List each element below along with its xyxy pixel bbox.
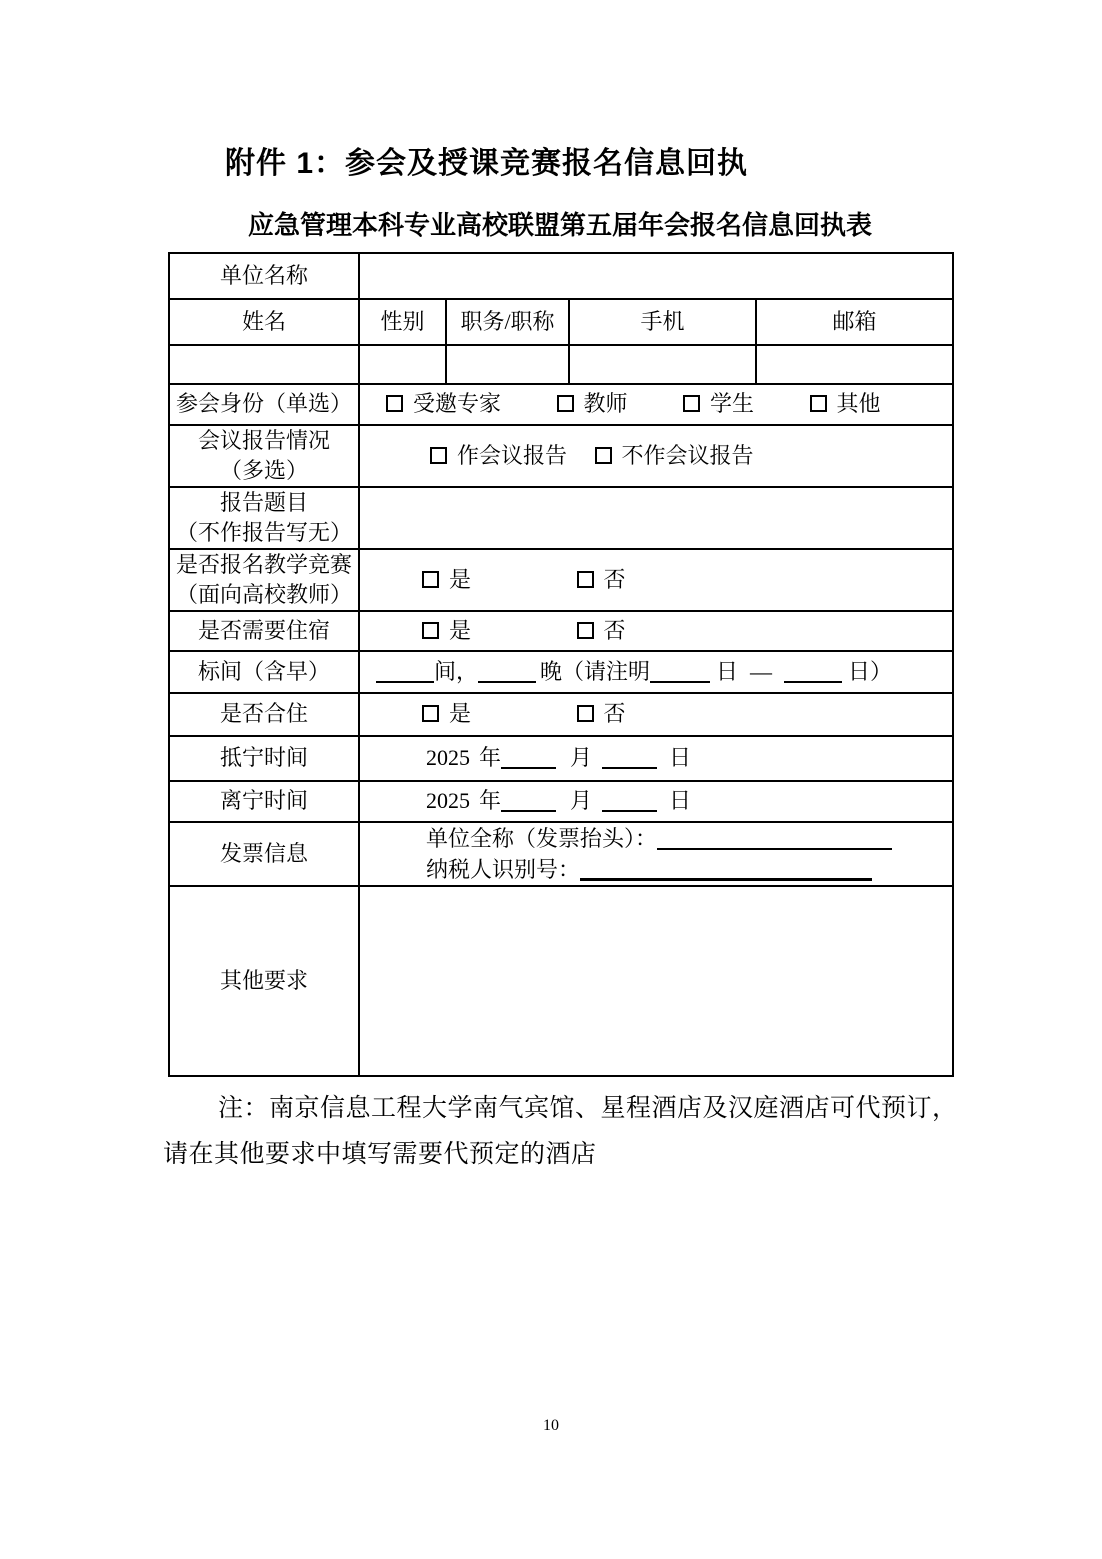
row-room-share [169, 693, 953, 736]
option-label: 教师 [583, 391, 628, 417]
end-day-blank [784, 659, 842, 683]
departure-time-label: 离宁时间 [169, 781, 359, 822]
gender-field [359, 345, 446, 384]
room-share-label: 是否合住 [169, 693, 359, 736]
day-close-text: 日） [848, 658, 893, 684]
attachment-title: 附件 1：参会及授课竞赛报名信息回执 [225, 147, 749, 180]
checkbox-icon [422, 571, 439, 588]
page-number: 10 [543, 1417, 559, 1434]
row-departure-time [169, 781, 953, 822]
year-text: 2025 [426, 788, 470, 814]
row-report-topic [169, 487, 953, 549]
checkbox-icon [430, 447, 447, 464]
day-unit: 日 [669, 745, 692, 771]
night-unit-text: 晚（请注明 [540, 658, 651, 684]
option-label: 是 [449, 701, 472, 727]
arrival-date-field [359, 736, 953, 781]
col-header-position: 职务/职称 [446, 299, 569, 345]
row-teaching-competition [169, 549, 953, 611]
label-line1: 是否报名教学竞赛 [175, 552, 352, 577]
teaching-competition-label [169, 549, 359, 611]
year-unit: 年 [479, 745, 502, 771]
option-no [577, 701, 626, 726]
form-title: 应急管理本科专业高校联盟第五届年会报名信息回执表 [247, 211, 872, 240]
row-lodging [169, 611, 953, 651]
registration-form-table [168, 252, 954, 1077]
option-no [577, 618, 626, 643]
row-invoice [169, 822, 953, 886]
identity-options-cell [359, 384, 953, 425]
checkbox-icon [577, 571, 594, 588]
footnote-line1: 注：南京信息工程大学南气宾馆、星程酒店及汉庭酒店可代预订， [218, 1095, 958, 1122]
org-name-label: 单位名称 [169, 253, 359, 299]
departure-date-field [359, 781, 953, 822]
col-header-email: 邮箱 [756, 299, 953, 345]
option-yes [422, 618, 471, 643]
invoice-label: 发票信息 [169, 822, 359, 886]
month-blank [501, 745, 556, 769]
night-count-blank [478, 659, 536, 683]
standard-room-label: 标间（含早） [169, 651, 359, 693]
invoice-title-line [426, 823, 952, 854]
checkbox-icon [577, 705, 594, 722]
year-unit: 年 [479, 788, 502, 814]
option-label: 不作会议报告 [621, 442, 754, 468]
option-give-report [430, 443, 567, 468]
day-blank [602, 788, 657, 812]
row-person-header [169, 299, 953, 345]
checkbox-icon [386, 395, 403, 412]
checkbox-icon [595, 447, 612, 464]
month-unit: 月 [570, 788, 593, 814]
option-student [683, 391, 754, 416]
invoice-title-blank [657, 826, 892, 850]
option-label: 是 [449, 617, 472, 643]
option-label: 否 [603, 701, 626, 727]
label-line2: （面向高校教师） [175, 582, 352, 607]
room-count-blank [376, 659, 434, 683]
label-line1: 报告题目 [219, 490, 308, 515]
day-text: 日 [716, 658, 739, 684]
row-person-entry [169, 345, 953, 384]
org-name-field [359, 253, 953, 299]
identity-label: 参会身份（单选） [169, 384, 359, 425]
invoice-field [359, 822, 953, 886]
invoice-title-label: 单位全称（发票抬头）： [426, 826, 658, 851]
dash-text: — [750, 658, 773, 684]
day-blank [602, 745, 657, 769]
col-header-name: 姓名 [169, 299, 359, 345]
competition-options-cell [359, 549, 953, 611]
col-header-gender: 性别 [359, 299, 446, 345]
name-field [169, 345, 359, 384]
report-topic-field [359, 487, 953, 549]
lodging-options-cell [359, 611, 953, 651]
checkbox-icon [683, 395, 700, 412]
row-report-status [169, 425, 953, 487]
option-label: 其他 [836, 391, 881, 417]
other-requirements-label: 其他要求 [169, 886, 359, 1076]
row-arrival-time [169, 736, 953, 781]
report-options-cell [359, 425, 953, 487]
room-share-options-cell [359, 693, 953, 736]
option-label: 作会议报告 [457, 442, 568, 468]
checkbox-icon [422, 622, 439, 639]
report-topic-label [169, 487, 359, 549]
year-text: 2025 [426, 745, 470, 771]
mobile-field [569, 345, 756, 384]
row-other-requirements [169, 886, 953, 1076]
standard-room-field [359, 651, 953, 693]
option-label: 学生 [710, 391, 755, 417]
checkbox-icon [557, 395, 574, 412]
footnote [163, 1086, 975, 1178]
report-status-label [169, 425, 359, 487]
label-line2: （多选） [219, 458, 308, 483]
option-label: 受邀专家 [413, 391, 502, 417]
room-unit-text: 间， [434, 658, 479, 684]
invoice-taxid-line [426, 854, 952, 885]
checkbox-icon [422, 705, 439, 722]
email-field [756, 345, 953, 384]
option-no [577, 567, 626, 592]
invoice-taxid-blank [580, 857, 872, 881]
row-standard-room [169, 651, 953, 693]
day-unit: 日 [669, 788, 692, 814]
month-blank [501, 788, 556, 812]
option-yes [422, 701, 471, 726]
option-teacher [557, 391, 628, 416]
option-label: 是 [449, 566, 472, 592]
option-yes [422, 567, 471, 592]
position-field [446, 345, 569, 384]
option-other [810, 391, 881, 416]
footnote-line2: 请在其他要求中填写需要代预定的酒店 [163, 1141, 597, 1168]
option-label: 否 [603, 617, 626, 643]
lodging-label: 是否需要住宿 [169, 611, 359, 651]
col-header-mobile: 手机 [569, 299, 756, 345]
row-identity [169, 384, 953, 425]
checkbox-icon [577, 622, 594, 639]
option-no-report [595, 443, 754, 468]
month-unit: 月 [570, 745, 593, 771]
other-requirements-field [359, 886, 953, 1076]
row-org-name [169, 253, 953, 299]
checkbox-icon [810, 395, 827, 412]
label-line1: 会议报告情况 [197, 428, 330, 453]
arrival-time-label: 抵宁时间 [169, 736, 359, 781]
label-line2: （不作报告写无） [175, 520, 352, 545]
start-day-blank [650, 659, 710, 683]
option-label: 否 [603, 566, 626, 592]
option-invited-expert [386, 391, 501, 416]
invoice-taxid-label: 纳税人识别号： [426, 857, 581, 882]
